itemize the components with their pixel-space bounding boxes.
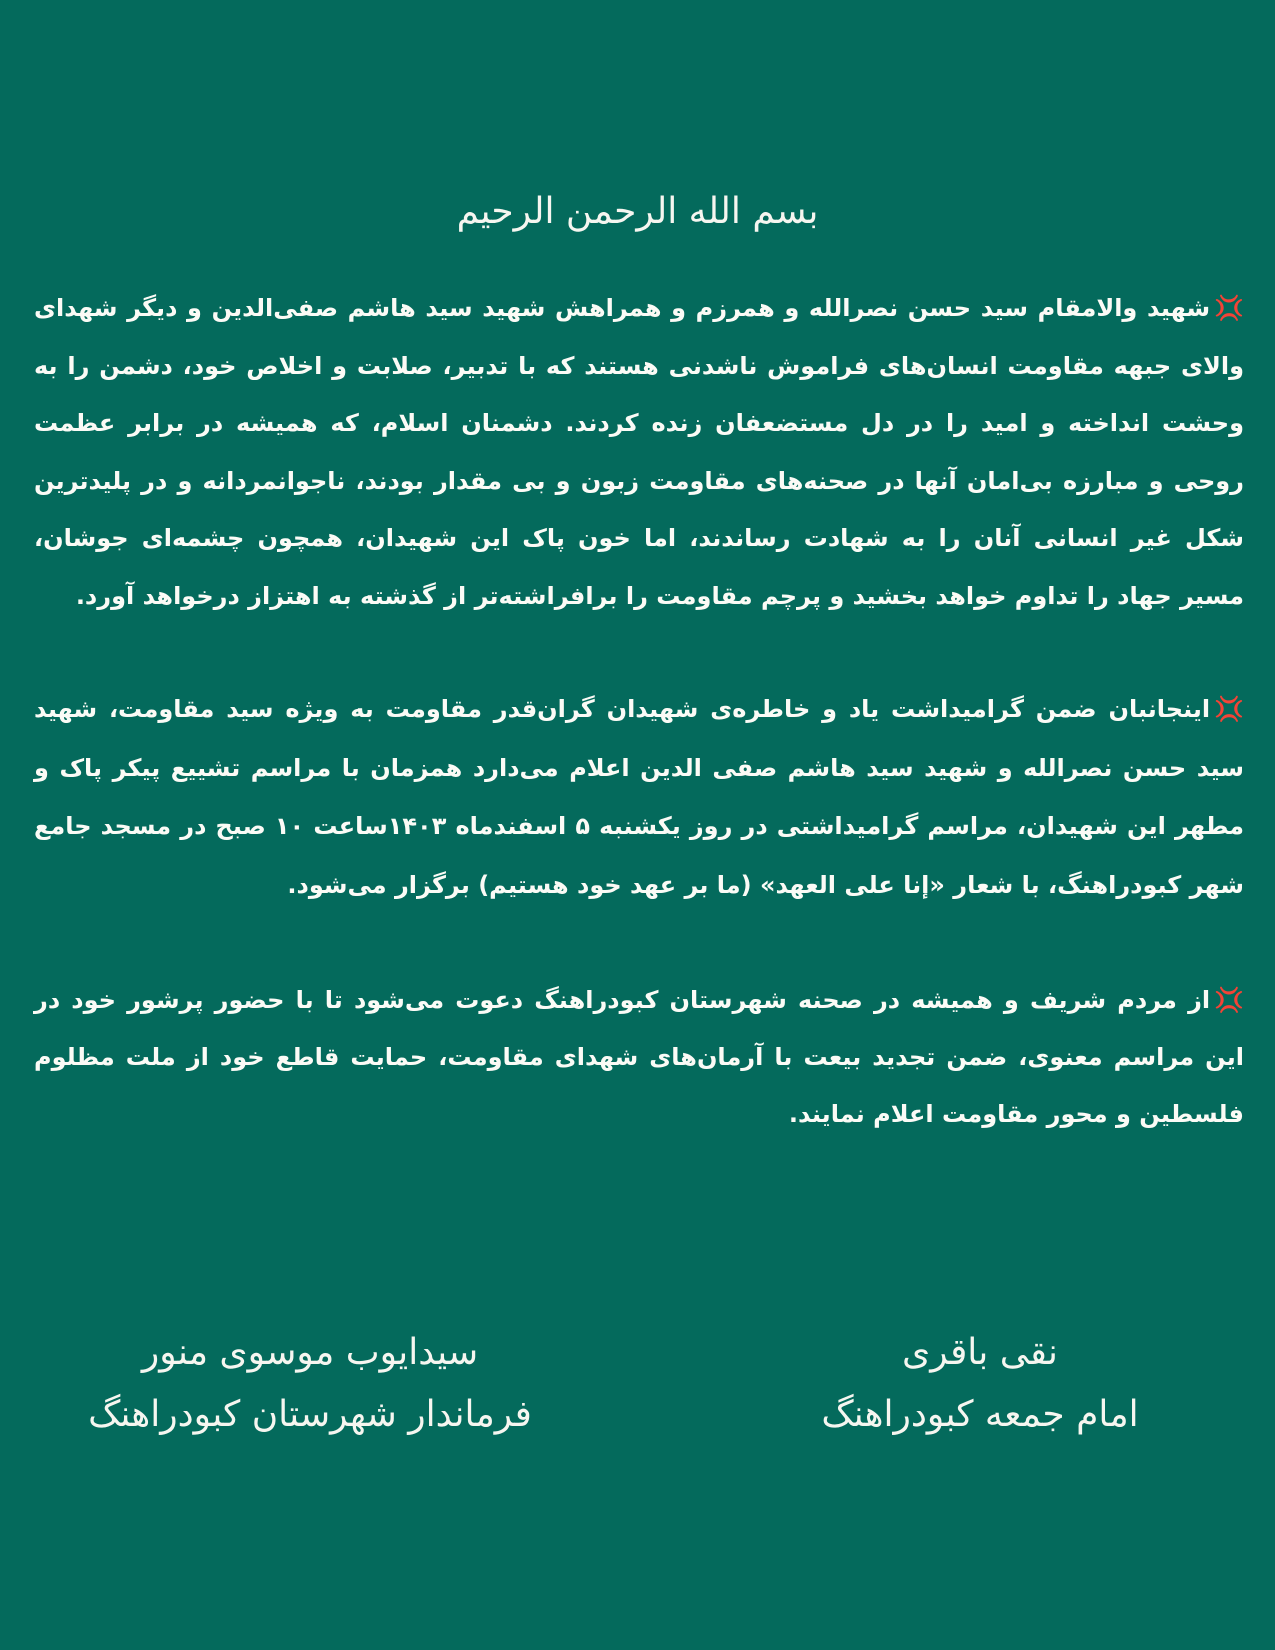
- paragraph-tribute-text: شهید والامقام سید حسن نصرالله و همرزم و همراهش شهید سید هاشم صفی‌الدین و دیگر شهدای والای جبهه مقاومت انسان‌های فراموش ناشدنی هستند که با تدبیر، صلابت و اخلاص خود، دشمن را به وحشت انداخته و امید را در دل مستضعفان زنده کردند. دشمنان اسلام، که همیشه در برابر عظمت روحی و مبارزه بی‌امان آنها در صحنه‌های مقاومت زبون و بی مقدار بودند، ناجوانمردانه و در پلیدترین شکل غیر انسانی آنان را به شهادت رساندند، اما خون پاک این شهیدان، همچون چشمه‌ای جوشان، مسیر جهاد را تداوم خواهد بخشید و پرچم مقاومت را برافراشته‌تر از گذشته به اهتزاز درخواهد آورد.: [34, 294, 1244, 610]
- anger-symbol-icon: 💢: [1214, 294, 1244, 322]
- paragraph-tribute: [34, 280, 1244, 625]
- paragraph-ceremony: [34, 680, 1244, 914]
- anger-symbol-icon: 💢: [1214, 695, 1244, 723]
- signature-name: سیدایوب موسوی منور: [141, 1332, 479, 1373]
- signature-title: امام جمعه کبودراهنگ: [821, 1394, 1139, 1435]
- basmala-heading: بسم الله الرحمن الرحیم: [456, 191, 819, 232]
- announcement-body: [34, 280, 1244, 1143]
- signature-governor: [30, 1322, 590, 1446]
- signature-friday-imam: [720, 1322, 1240, 1446]
- paragraph-ceremony-text: اینجانبان ضمن گرامیداشت یاد و خاطره‌ی شهیدان گران‌قدر مقاومت به ویژه سید مقاومت، شهید سید حسن نصرالله و شهید سید هاشم صفی الدین اعلام می‌دارد همزمان با مراسم تشییع پیکر پاک و مطهر این شهیدان، مراسم گرامیداشتی در روز یکشنبه ۵ اسفندماه ۱۴۰۳ساعت ۱۰ صبح در مسجد جامع شهر کبودراهنگ، با شعار «إنا علی العهد» (ما بر عهد خود هستیم) برگزار می‌شود.: [34, 695, 1244, 899]
- signature-title: فرماندار شهرستان کبودراهنگ: [88, 1394, 532, 1435]
- signature-name: نقی باقری: [902, 1332, 1058, 1373]
- paragraph-invitation-text: از مردم شریف و همیشه در صحنه شهرستان کبودراهنگ دعوت می‌شود تا با حضور پرشور خود در این مراسم معنوی، ضمن تجدید بیعت با آرمان‌های شهدای مقاومت، حمایت قاطع خود از ملت مظلوم فلسطین و محور مقاومت اعلام نمایند.: [34, 986, 1244, 1128]
- paragraph-invitation: [34, 972, 1244, 1143]
- anger-symbol-icon: 💢: [1214, 986, 1244, 1014]
